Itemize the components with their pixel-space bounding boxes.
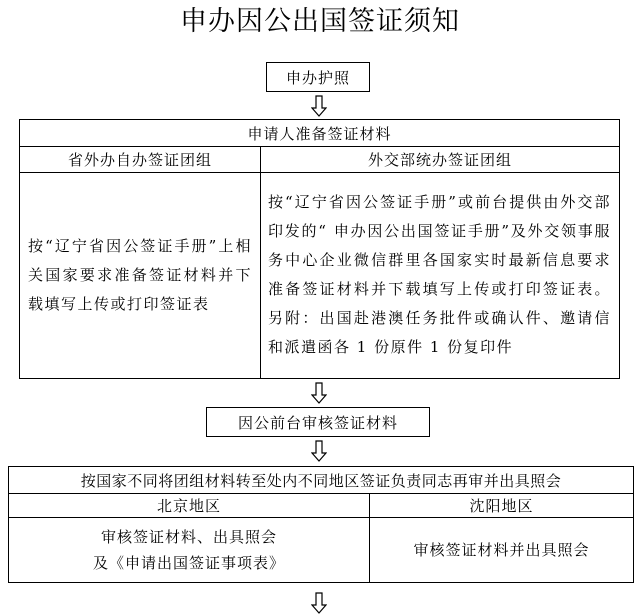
page-title: 申办因公出国签证须知 [180, 6, 460, 37]
provincial-group-content [19, 172, 261, 379]
mfa-group-heading-text: 外交部统办签证团组 [367, 150, 512, 169]
down-arrow-icon [311, 382, 327, 404]
apply-passport-step [266, 62, 370, 92]
apply-passport-label: 申办护照 [285, 68, 350, 87]
regional-review-header-text: 按国家不同将团组材料转至处内不同地区签证负责同志再审并出具照会 [80, 471, 562, 490]
shenyang-region-text: 审核签证材料并出具照会 [413, 541, 590, 559]
provincial-group-text: 按“辽宁省因公签证手册”上相关国家要求准备签证材料并下载填写上传或打印签证表 [28, 236, 252, 313]
mfa-group-content [260, 172, 620, 379]
beijing-region-heading [8, 493, 370, 518]
provincial-group-heading [19, 146, 261, 173]
provincial-group-heading-text: 省外办自办签证团组 [67, 150, 212, 169]
front-desk-review-step [206, 407, 430, 437]
down-arrow-icon [311, 592, 327, 614]
down-arrow-icon [311, 440, 327, 462]
materials-table [19, 119, 620, 379]
materials-header-text: 申请人准备签证材料 [247, 124, 392, 143]
regional-review-header [8, 466, 634, 494]
shenyang-region-heading-text: 沈阳地区 [469, 496, 534, 515]
beijing-region-heading-text: 北京地区 [156, 496, 221, 515]
materials-header [19, 119, 620, 147]
front-desk-review-label: 因公前台审核签证材料 [237, 413, 398, 432]
down-arrow-icon [311, 95, 327, 117]
mfa-group-text: 按“辽宁省因公签证手册”或前台提供由外交部印发的“ 申办因公出国签证手册”及外交领事服务中心企业微信群里各国家实时最新信息要求准备签证材料并下载填写上传或打印签证表。另附：出国赴港澳任务批件或确认件、邀请信和派遣函各 1 份原件 1 份复印件 [268, 193, 611, 356]
shenyang-region-content [369, 517, 634, 583]
beijing-region-content [8, 517, 370, 583]
beijing-region-text-line1: 审核签证材料、出具照会 [100, 527, 277, 546]
beijing-region-text-line2: 及《申请出国签证事项表》 [92, 553, 285, 572]
mfa-group-heading [260, 146, 620, 173]
shenyang-region-heading [369, 493, 634, 518]
regional-review-table [8, 466, 634, 583]
